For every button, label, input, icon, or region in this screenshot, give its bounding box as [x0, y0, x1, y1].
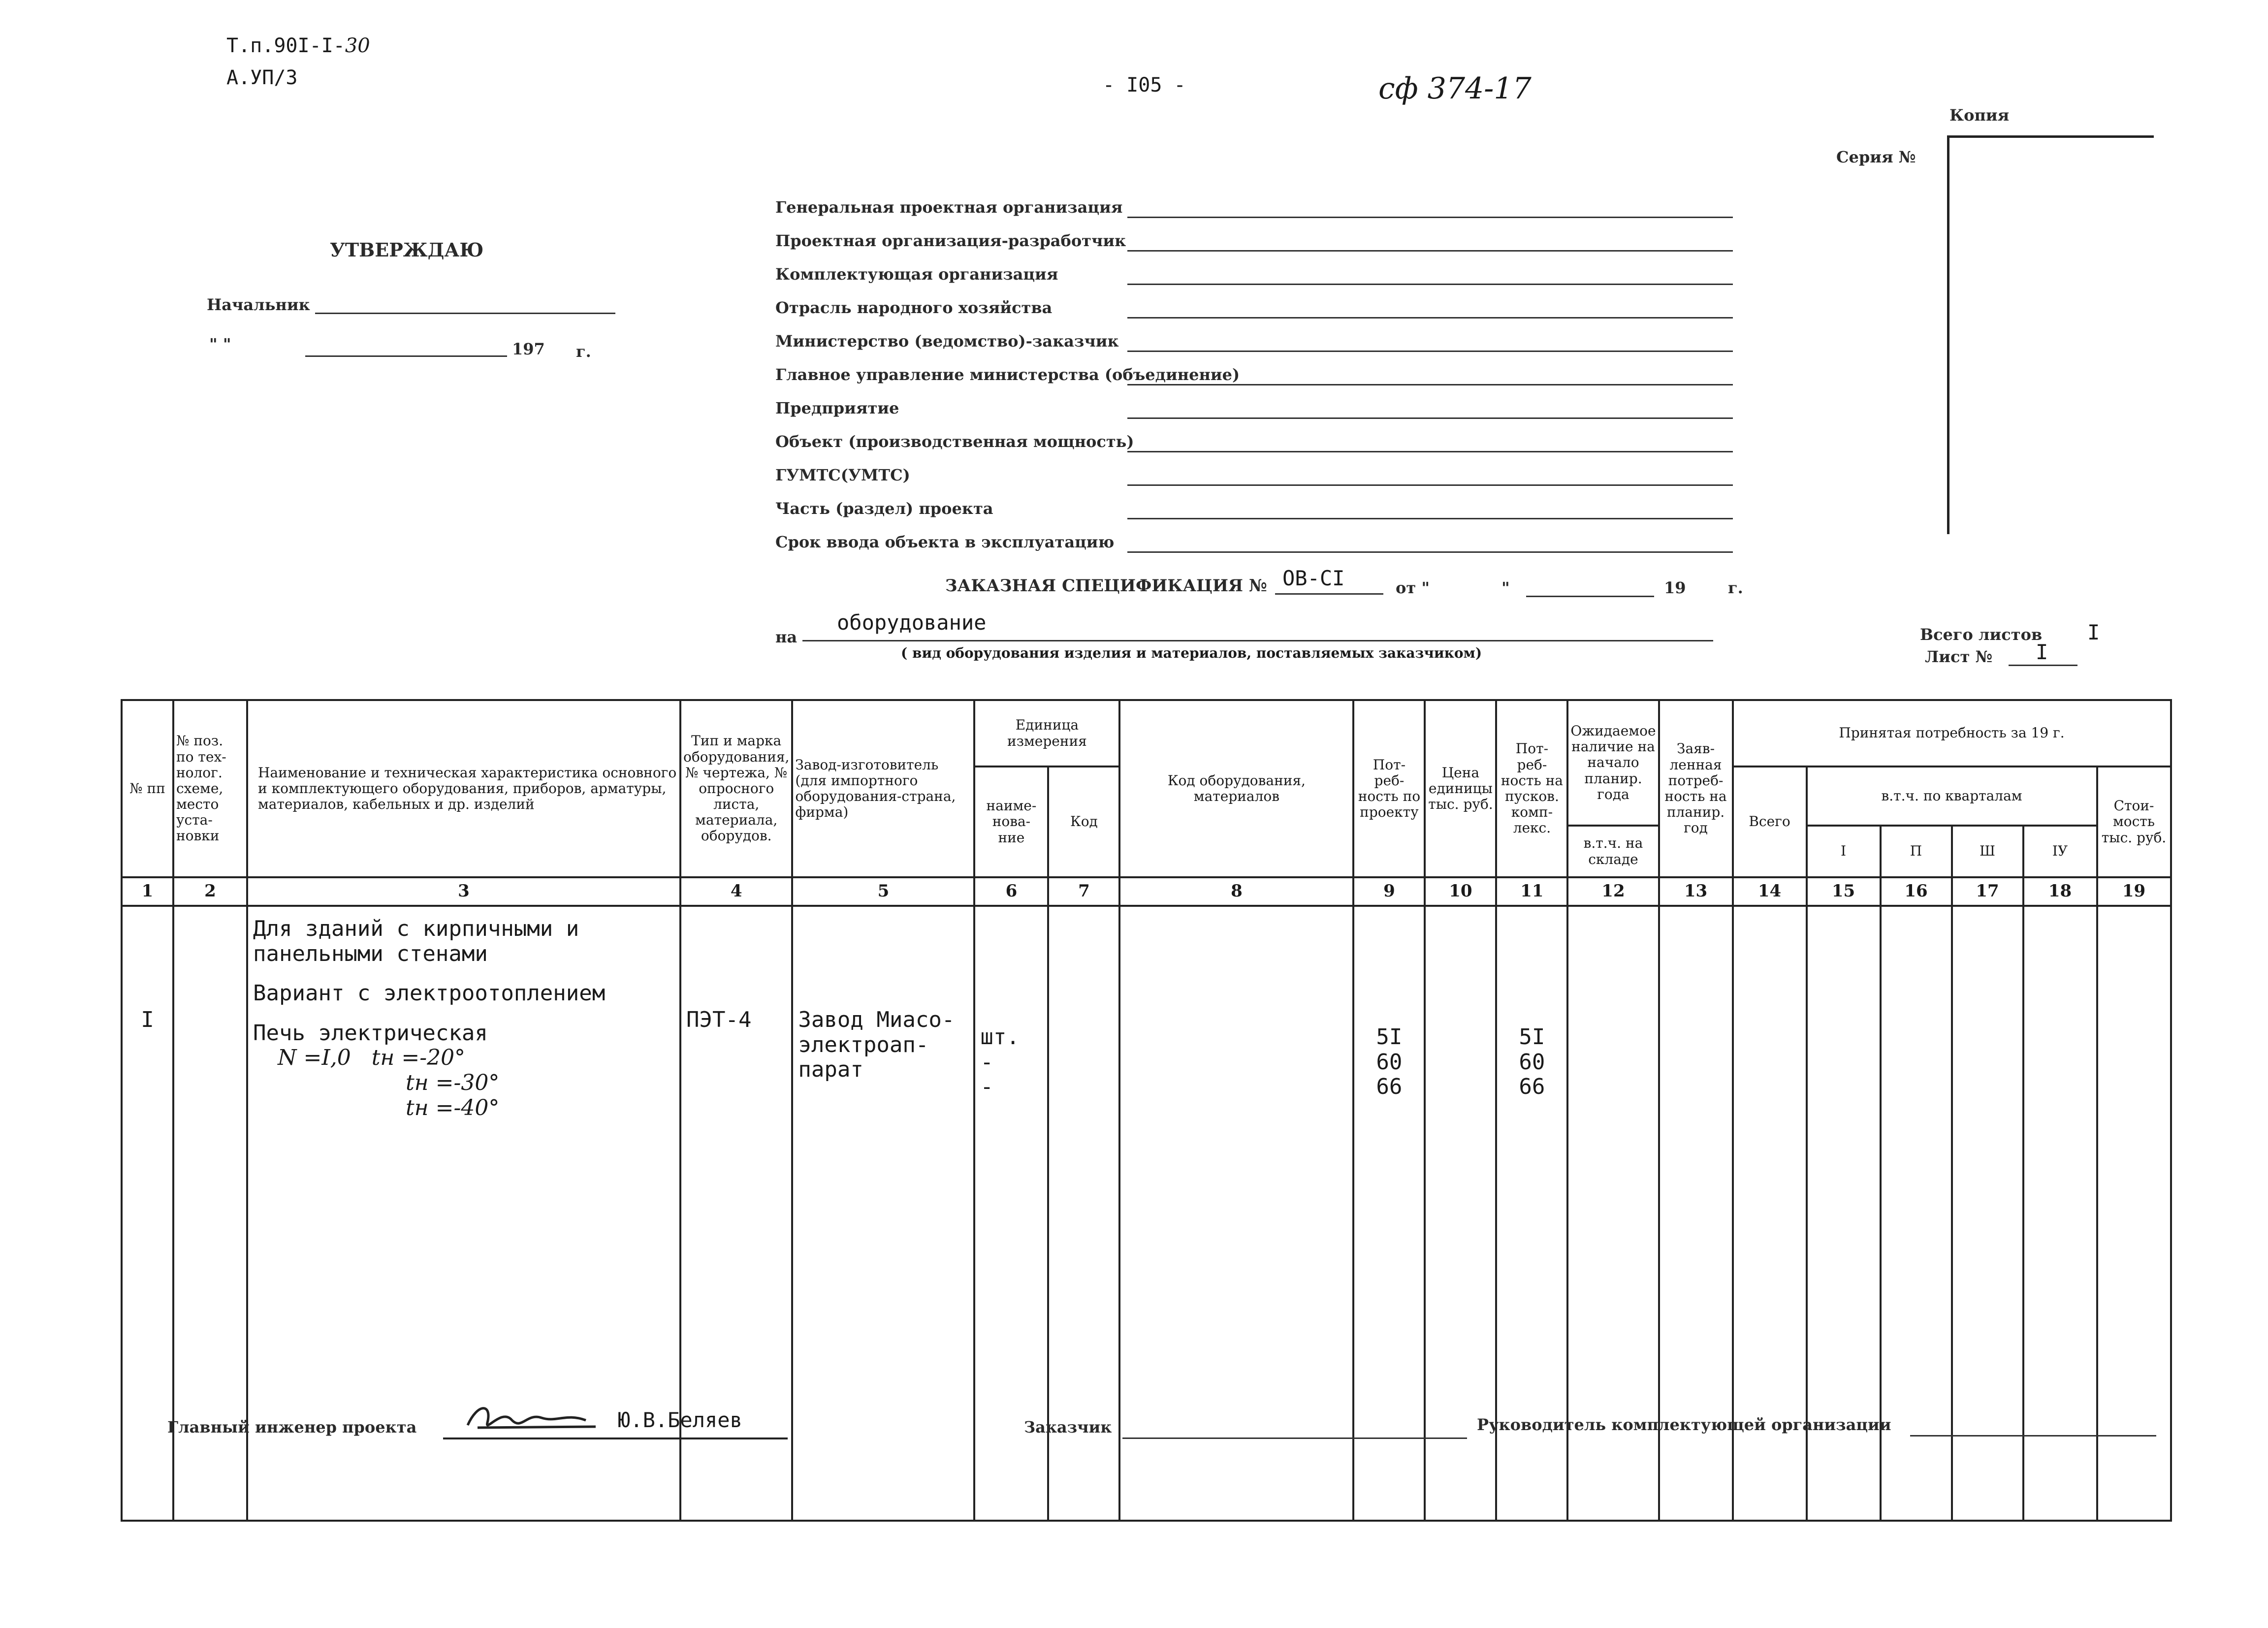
- th-maker: Завод-изготовитель (для импортного оборудования-страна, фирма): [792, 700, 974, 877]
- th-q3: Ш: [1952, 826, 2023, 877]
- form-field-label: Главное управление министерства (объединение): [775, 365, 1240, 384]
- spec-number-line: [1275, 593, 1383, 595]
- column-number: 7: [1048, 877, 1119, 906]
- cell-equipment-code: [1119, 906, 1353, 1521]
- cell-cost: [2097, 906, 2171, 1521]
- temp-1: tн =-20°: [371, 1045, 466, 1071]
- sheet-number-line: [2009, 665, 2077, 666]
- approve-chief-line: [315, 313, 615, 314]
- sheet-number-label: Лист №: [1925, 647, 1993, 666]
- form-field-label: Срок ввода объекта в эксплуатацию: [775, 533, 1115, 551]
- group-line-1: Для зданий с кирпичными и: [253, 916, 579, 941]
- spec-for-caption: ( вид оборудования изделия и материалов, поставляемых заказчиком): [901, 645, 1482, 661]
- column-number: 11: [1496, 877, 1567, 906]
- column-number: 10: [1425, 877, 1496, 906]
- spec-title: ЗАКАЗНАЯ СПЕЦИФИКАЦИЯ №: [945, 576, 1267, 596]
- cell-need-launch: 5I 60 66: [1496, 906, 1567, 1521]
- form-field-label: Министерство (ведомство)-заказчик: [775, 332, 1119, 351]
- approve-year-suffix: г.: [576, 342, 591, 361]
- th-quarters: в.т.ч. по кварталам: [1807, 766, 2097, 826]
- column-number: 16: [1881, 877, 1952, 906]
- page-number: - I05 -: [1103, 74, 1186, 96]
- column-number: 17: [1952, 877, 2023, 906]
- form-field-label: Часть (раздел) проекта: [775, 499, 993, 518]
- spec-year: 19: [1664, 578, 1686, 597]
- form-field-line: [1127, 351, 1733, 352]
- column-number: 3: [247, 877, 680, 906]
- album-code: А.УП/3: [226, 66, 298, 89]
- spec-for-line: [802, 640, 1713, 641]
- th-q2: П: [1881, 826, 1952, 877]
- spec-year-suffix: г.: [1728, 578, 1743, 597]
- cell-unit: шт. - -: [974, 906, 1048, 1521]
- th-type: Тип и марка оборудования, № чертежа, № опросного листа, материала, оборудов.: [680, 700, 792, 877]
- th-unit-name: наиме- нова- ние: [974, 766, 1048, 877]
- corner-copy-label: Копия: [1949, 106, 2010, 125]
- spec-for-value: оборудование: [837, 610, 987, 635]
- item-name: Печь электрическая: [253, 1020, 488, 1046]
- footer-head-label: Руководитель комплектующей организации: [1477, 1415, 1891, 1434]
- footer-customer-line: [1122, 1437, 1467, 1439]
- footer-head-line: [1910, 1435, 2156, 1436]
- cell-need-project: 5I 60 66: [1353, 906, 1425, 1521]
- th-cost: Стои- мость тыс. руб.: [2097, 766, 2171, 877]
- column-number: 8: [1119, 877, 1353, 906]
- spec-table: [121, 699, 2172, 1522]
- th-name: Наименование и техническая характеристика основного и комплектующего оборудования, приборов, арматуры, материалов, кабельных и др. изделий: [247, 700, 680, 877]
- footer-chief-engineer-label: Главный инженер проекта: [167, 1418, 417, 1436]
- spec-quote: ": [1501, 578, 1510, 597]
- form-field-label: Комплектующая организация: [775, 265, 1058, 284]
- corner-left-rule: [1947, 135, 1949, 534]
- cell-maker: Завод Миасо- электроап- парат: [792, 906, 974, 1521]
- series-code: Т.п.90I-I-30: [226, 34, 370, 57]
- approve-date-quote: " ": [209, 335, 231, 353]
- form-field-line: [1127, 484, 1733, 486]
- form-field-label: Проектная организация-разработчик: [775, 231, 1126, 250]
- th-in-stock: в.т.ч. на складе: [1567, 826, 1659, 877]
- corner-series-label: Серия №: [1836, 148, 1916, 166]
- th-unit: Единица измерения: [974, 700, 1119, 766]
- cell-row-number: I: [122, 906, 173, 1521]
- form-field-line: [1127, 551, 1733, 553]
- th-total: Всего: [1733, 766, 1807, 877]
- corner-top-rule: [1947, 135, 2154, 138]
- th-num: № пп: [122, 700, 173, 877]
- footer-chief-name: Ю.В.Беляев: [618, 1408, 742, 1432]
- form-field-line: [1127, 284, 1733, 285]
- column-number: 14: [1733, 877, 1807, 906]
- spec-date-line: [1526, 596, 1654, 597]
- sheet-number: I: [2036, 640, 2048, 664]
- series-handwritten: 30: [345, 34, 370, 57]
- column-number: 15: [1807, 877, 1881, 906]
- form-field-label: Объект (производственная мощность): [775, 432, 1134, 451]
- approve-chief-label: Начальник: [207, 295, 310, 314]
- th-declared: Заяв- ленная потреб- ность на планир. год: [1659, 700, 1733, 877]
- column-number: 4: [680, 877, 792, 906]
- group-line-2: панельными стенами: [253, 941, 488, 966]
- chief-signature: [458, 1398, 606, 1437]
- column-number: 1: [122, 877, 173, 906]
- footer-chief-line: [443, 1437, 788, 1439]
- column-number: 13: [1659, 877, 1733, 906]
- th-q1: I: [1807, 826, 1881, 877]
- footer-customer-label: Заказчик: [1024, 1418, 1112, 1436]
- th-accepted: Принятая потребность за 19 г.: [1733, 700, 2171, 766]
- form-field-label: Генеральная проектная организация: [775, 198, 1123, 217]
- form-field-label: Отрасль народного хозяйства: [775, 298, 1053, 317]
- column-number: 9: [1353, 877, 1425, 906]
- th-expected: Ожидаемое наличие на начало планир. года: [1567, 700, 1659, 826]
- column-number: 18: [2023, 877, 2097, 906]
- form-field-line: [1127, 518, 1733, 519]
- form-field-line: [1127, 317, 1733, 319]
- form-field-line: [1127, 384, 1733, 385]
- th-q4: IУ: [2023, 826, 2097, 877]
- form-field-line: [1127, 217, 1733, 218]
- th-need-launch: Пот- реб- ность на пусков. комп- лекс.: [1496, 700, 1567, 877]
- form-field-line: [1127, 417, 1733, 419]
- item-power: N =I,0 tн =-20°: [278, 1045, 466, 1071]
- sheets-total-label: Всего листов: [1920, 625, 2043, 644]
- sheets-total: I: [2087, 620, 2100, 644]
- variant-line: Вариант с электроотоплением: [253, 981, 606, 1006]
- temp-3: tн =-40°: [406, 1095, 500, 1120]
- cell-type: ПЭТ-4: [680, 906, 792, 1521]
- form-field-label: Предприятие: [775, 399, 899, 417]
- approve-year: 197: [512, 340, 545, 358]
- cell-q3: [1952, 906, 2023, 1521]
- form-field-line: [1127, 451, 1733, 452]
- approve-title: УТВЕРЖДАЮ: [330, 239, 484, 261]
- spec-number: ОВ-СI: [1282, 566, 1345, 590]
- spec-from: от ": [1396, 578, 1430, 597]
- approve-date-line: [305, 355, 507, 357]
- column-number: 5: [792, 877, 974, 906]
- spec-for-label: на: [775, 628, 798, 646]
- th-price: Цена единицы тыс. руб.: [1425, 700, 1496, 877]
- handwritten-code: сф 374-17: [1378, 71, 1532, 106]
- th-unit-code: Код: [1048, 766, 1119, 877]
- th-position: № поз. по тех- нолог. схеме, место уста- новки: [173, 700, 247, 877]
- column-number: 12: [1567, 877, 1659, 906]
- column-number: 6: [974, 877, 1048, 906]
- column-number: 2: [173, 877, 247, 906]
- column-number: 19: [2097, 877, 2171, 906]
- cell-q4: [2023, 906, 2097, 1521]
- th-equipment-code: Код оборудования, материалов: [1119, 700, 1353, 877]
- th-need-project: Пот- реб- ность по проекту: [1353, 700, 1425, 877]
- form-field-line: [1127, 250, 1733, 252]
- temp-2: tн =-30°: [406, 1070, 500, 1095]
- column-number-row: [122, 877, 2171, 906]
- form-field-label: ГУМТС(УМТС): [775, 466, 910, 484]
